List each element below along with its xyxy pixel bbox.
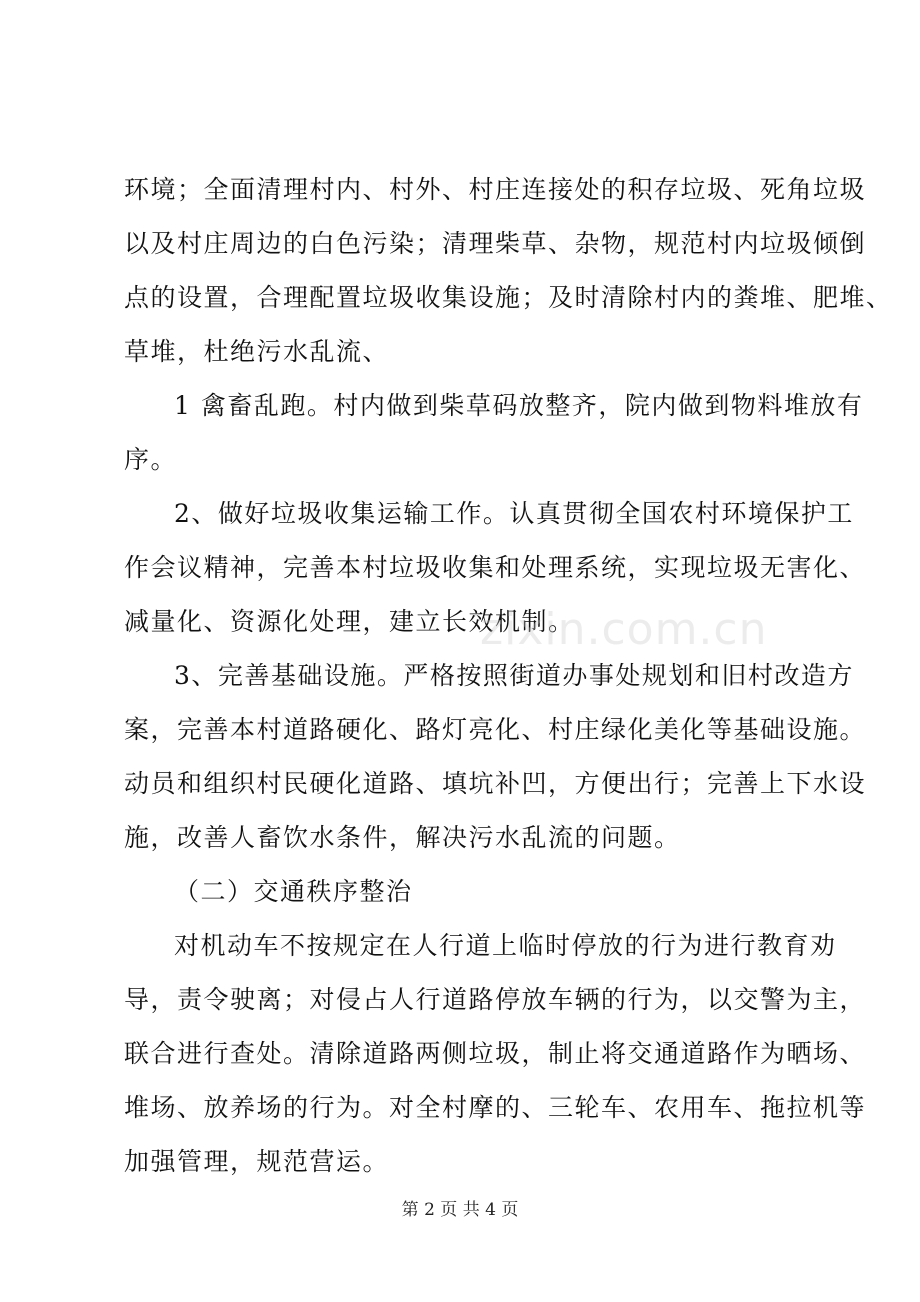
body-text-line: 以及村庄周边的白色污染；清理柴草、杂物，规范村内垃圾倾倒 [124,229,867,258]
paragraph-first-line: 1 禽畜乱跑。村内做到柴草码放整齐，院内做到物料堆放有 [174,391,864,420]
body-text-line: 点的设置，合理配置垃圾收集设施；及时清除村内的粪堆、肥堆、 [124,283,893,312]
body-text-line: 联合进行查处。清除道路两侧垃圾，制止将交通道路作为晒场、 [124,1039,867,1068]
section-heading: （二）交通秩序整治 [174,877,413,906]
paragraph-first-line: 3、完善基础设施。严格按照街道办事处规划和旧村改造方 [174,661,854,690]
body-text-line: 加强管理，规范营运。 [124,1147,390,1176]
paragraph-first-line: 2、做好垃圾收集运输工作。认真贯彻全国农村环境保护工 [174,499,854,528]
body-text-line: 案，完善本村道路硬化、路灯亮化、村庄绿化美化等基础设施。 [124,715,867,744]
body-text-line: 草堆，杜绝污水乱流、 [124,337,390,366]
body-text-line: 减量化、资源化处理，建立长效机制。 [124,607,575,636]
paragraph-first-line: 对机动车不按规定在人行道上临时停放的行为进行教育劝 [174,931,837,960]
body-text-line: 序。 [124,445,178,474]
body-text-line: 堆场、放养场的行为。对全村摩的、三轮车、农用车、拖拉机等 [124,1093,867,1122]
body-text-line: 施，改善人畜饮水条件，解决污水乱流的问题。 [124,823,681,852]
page-footer: 第 2 页 共 4 页 [401,1200,519,1220]
body-text-line: 作会议精神，完善本村垃圾收集和处理系统，实现垃圾无害化、 [124,553,867,582]
body-text-line: 导，责令驶离；对侵占人行道路停放车辆的行为，以交警为主， [124,985,867,1014]
watermark: zixin.com.cn [480,604,768,655]
body-text-line: 环境；全面清理村内、村外、村庄连接处的积存垃圾、死角垃圾 [124,175,867,204]
body-text-line: 动员和组织村民硬化道路、填坑补凹，方便出行；完善上下水设 [124,769,867,798]
